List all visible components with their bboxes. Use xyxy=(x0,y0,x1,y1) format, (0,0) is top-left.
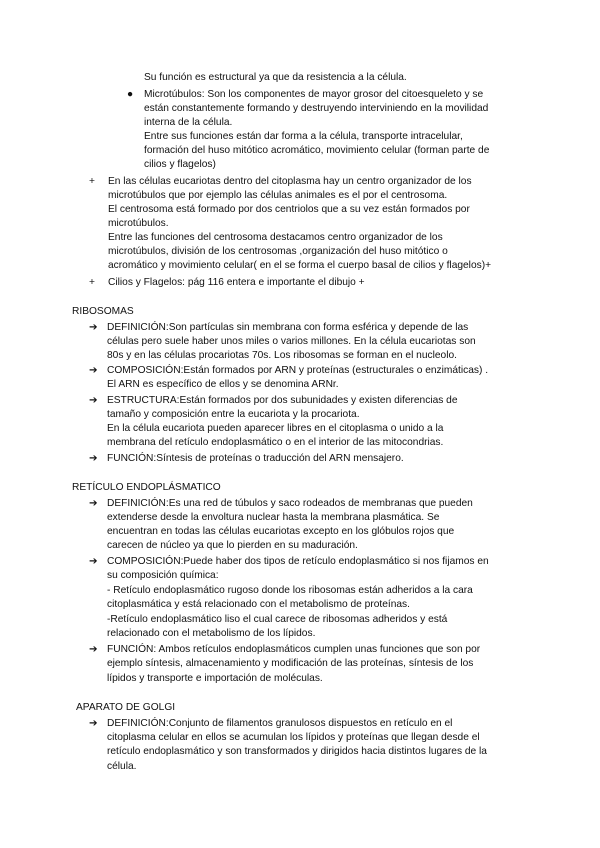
section-heading: RETÍCULO ENDOPLÁSMATICO xyxy=(72,482,221,493)
text-line: microtúbulos. xyxy=(108,218,169,229)
text-line: lípidos y transporte e importación de moléculas. xyxy=(107,673,323,684)
text-line: tamaño y composición entre la eucariota y la procariota. xyxy=(107,409,360,420)
text-line: FUNCIÓN:Síntesis de proteínas o traducción del ARN mensajero. xyxy=(107,453,404,464)
text-line: relacionado con el metabolismo de los lípidos. xyxy=(107,628,316,639)
arrow-icon: ➔ xyxy=(89,453,98,464)
arrow-icon: ➔ xyxy=(89,498,98,509)
text-line: célula. xyxy=(107,761,137,772)
text-line: COMPOSICIÓN:Puede haber dos tipos de retículo endoplasmático si nos fijamos en xyxy=(107,556,489,567)
text-line: -Retículo endoplasmático liso el cual carece de ribosomas adheridos y está xyxy=(107,614,448,625)
text-line: ESTRUCTURA:Están formados por dos subunidades y existen diferencias de xyxy=(107,395,458,406)
arrow-icon: ➔ xyxy=(89,718,98,729)
text-line: - Retículo endoplasmático rugoso donde los ribosomas están adheridos a la cara xyxy=(107,585,473,596)
text-line: Su función es estructural ya que da resistencia a la célula. xyxy=(144,72,407,83)
text-line: Entre sus funciones están dar forma a la célula, transporte intracelular, xyxy=(144,131,463,142)
text-line: su composición química: xyxy=(107,570,219,581)
arrow-icon: ➔ xyxy=(89,395,98,406)
text-line: COMPOSICIÓN:Están formados por ARN y proteínas (estructurales o enzimáticas) . xyxy=(107,365,489,376)
text-line: FUNCIÓN: Ambos retículos endoplasmáticos cumplen unas funciones que son por xyxy=(107,644,481,655)
text-line: En la célula eucariota pueden aparecer libres en el citoplasma o unido a la xyxy=(107,423,444,434)
text-line: microtúbulos, división de los centrosomas ,organización del huso mitótico o xyxy=(108,246,448,257)
text-line: están constantemente formando y destruyendo interviniendo en la movilidad xyxy=(144,103,489,114)
arrow-icon: ➔ xyxy=(89,322,98,333)
text-line: El ARN es específico de ellos y se denomina ARNr. xyxy=(107,379,339,390)
arrow-icon: ➔ xyxy=(89,556,98,567)
text-line: DEFINICIÓN:Son partículas sin membrana con forma esférica y depende de las xyxy=(107,322,469,333)
text-line: células pero suele haber unos miles o varios millones. En la célula eucariotas son xyxy=(107,336,476,347)
text-line: acromático y movimiento celular( en el se forma el cuerpo basal de cilios y flagelos)+ xyxy=(108,260,492,271)
text-line: formación del huso mitótico acromático, movimiento celular (forman parte de xyxy=(144,145,490,156)
text-line: citoplasmática y está relacionado con el metabolismo de proteínas. xyxy=(107,599,410,610)
text-line: microtúbulos que por ejemplo las células animales es el por el centrosoma. xyxy=(108,190,448,201)
text-line: cilios y flagelos) xyxy=(144,159,216,170)
text-line: Microtúbulos: Son los componentes de mayor grosor del citoesqueleto y se xyxy=(144,89,484,100)
arrow-icon: ➔ xyxy=(89,365,98,376)
text-line: DEFINICIÓN:Es una red de túbulos y saco rodeados de membranas que pueden xyxy=(107,498,473,509)
text-line: extenderse desde la envoltura nuclear hasta la membrana plasmática. Se xyxy=(107,512,440,523)
text-line: Entre las funciones del centrosoma destacamos centro organizador de los xyxy=(108,232,443,243)
text-line: El centrosoma está formado por dos centriolos que a su vez están formados por xyxy=(108,204,470,215)
text-line: 80s y en las células procariotas 70s. Los ribosomas se forman en el nucleolo. xyxy=(107,350,457,361)
text-line: membrana del retículo endoplasmático o en el interior de las mitocondrias. xyxy=(107,437,444,448)
text-line: En las células eucariotas dentro del citoplasma hay un centro organizador de los xyxy=(108,176,472,187)
text-line: retículo endoplasmático y son transformados y dirigidos hacia distintos lugares de la xyxy=(107,746,487,757)
text-line: citoplasma celular en ellos se acumulan los lípidos y proteínas que llegan desde el xyxy=(107,732,480,743)
text-line: interna de la célula. xyxy=(144,117,233,128)
text-line: encuentran en todas las células eucariotas excepto en los glóbulos rojos que xyxy=(107,526,455,537)
plus-icon: + xyxy=(89,277,95,288)
text-line: DEFINICIÓN:Conjunto de filamentos granulosos dispuestos en retículo en el xyxy=(107,718,453,729)
arrow-icon: ➔ xyxy=(89,644,98,655)
section-heading: RIBOSOMAS xyxy=(72,306,134,317)
text-line: Cilios y Flagelos: pág 116 entera e importante el dibujo + xyxy=(108,277,365,288)
plus-icon: + xyxy=(89,176,95,187)
section-heading: APARATO DE GOLGI xyxy=(76,702,176,713)
text-line: ejemplo síntesis, almacenamiento y modificación de las proteínas, síntesis de los xyxy=(107,658,474,669)
text-line: carecen de núcleo ya que lo pierden en su maduración. xyxy=(107,540,358,551)
bullet-icon: ● xyxy=(127,89,134,100)
